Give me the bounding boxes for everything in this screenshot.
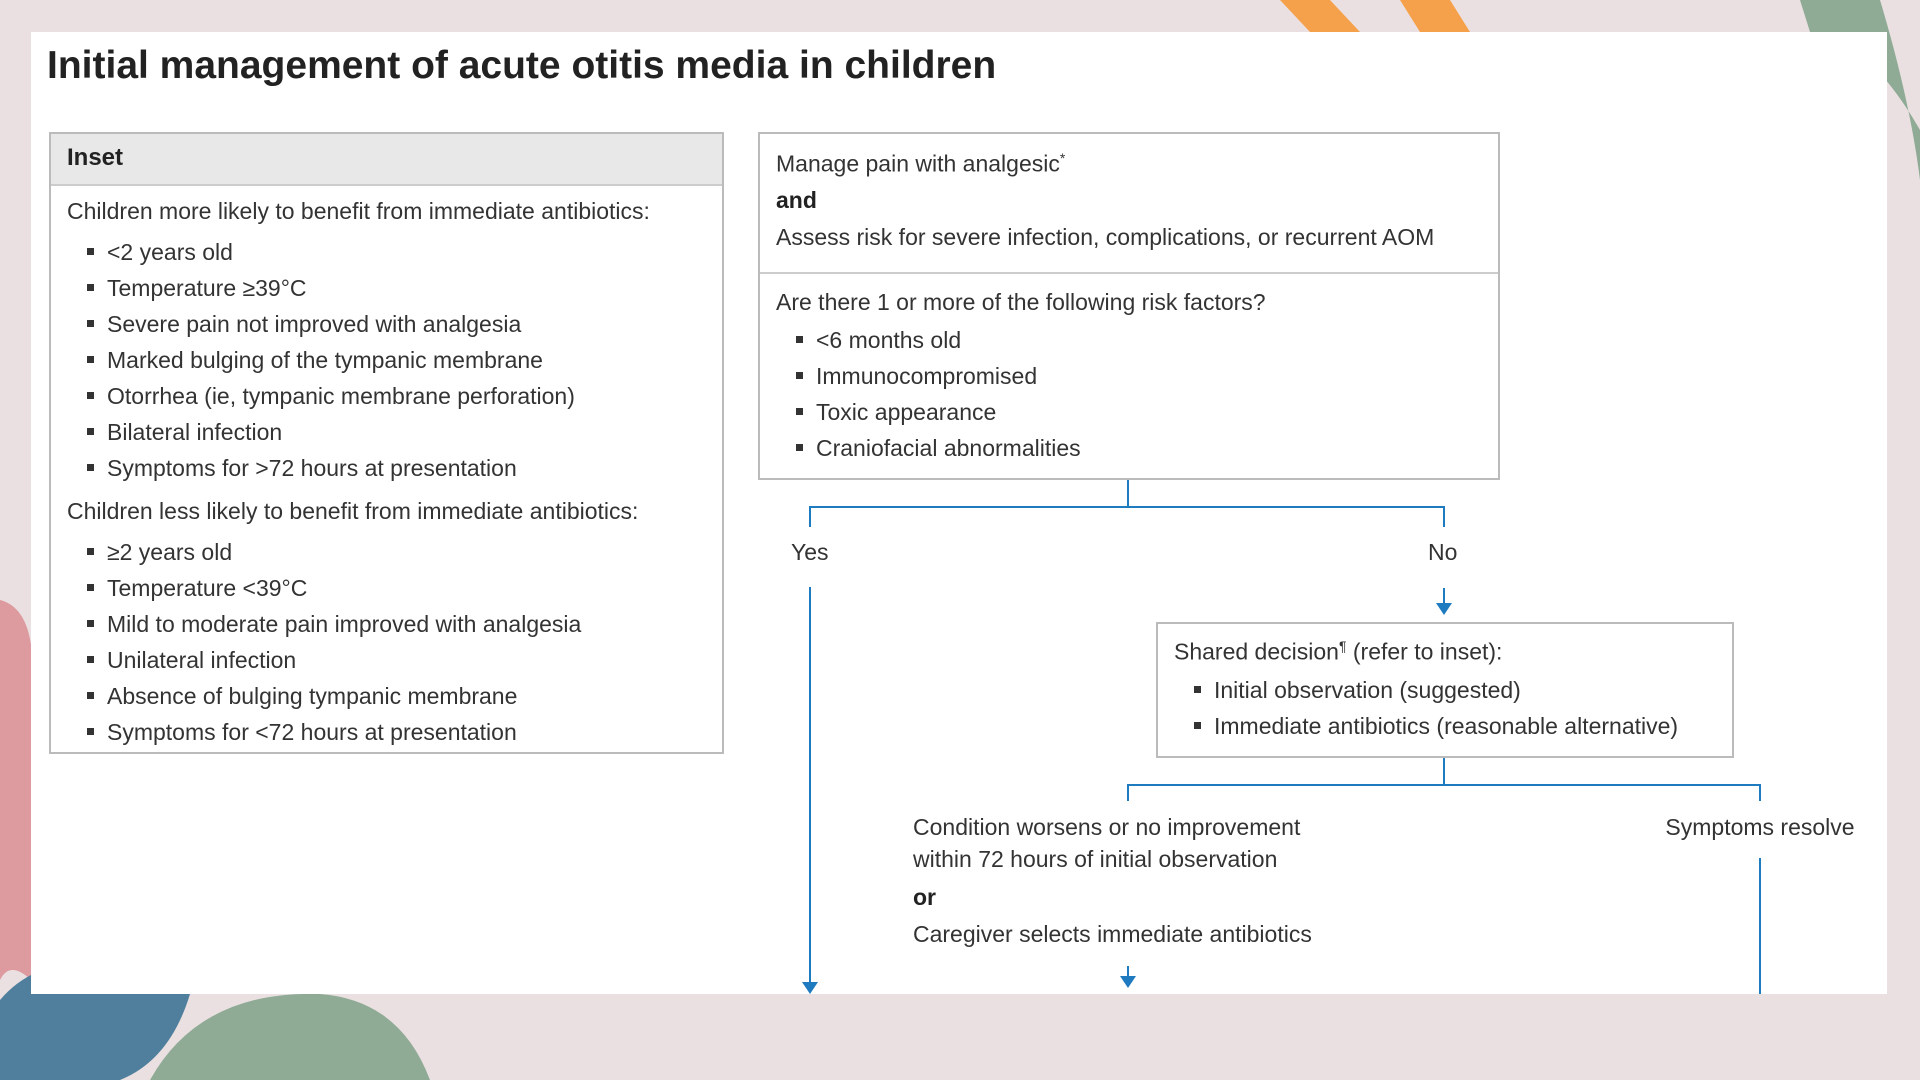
- list-item: Immediate antibiotics (reasonable alternative): [1194, 708, 1678, 744]
- connector: [1127, 784, 1761, 786]
- resolve-line: [1759, 858, 1761, 994]
- start-box: [758, 132, 1500, 480]
- inset-header: Inset: [51, 134, 722, 186]
- list-item: Bilateral infection: [87, 414, 575, 450]
- list-item: Mild to moderate pain improved with analgesia: [87, 606, 581, 642]
- shared-options-list: [1194, 672, 1678, 744]
- list-item: Marked bulging of the tympanic membrane: [87, 342, 575, 378]
- list-item: Toxic appearance: [796, 394, 1081, 430]
- list-item: Temperature <39°C: [87, 570, 581, 606]
- arrow-down-icon: [802, 982, 818, 994]
- manage-pain-label: Manage pain with analgesic: [776, 150, 1060, 177]
- caregiver-text: Caregiver selects immediate antibiotics: [913, 921, 1312, 947]
- shared-decision-box: [1156, 622, 1734, 758]
- list-item: Immunocompromised: [796, 358, 1081, 394]
- worsens-text-line2: within 72 hours of initial observation: [913, 846, 1278, 872]
- shared-decision-heading: [1174, 638, 1502, 666]
- list-item: Severe pain not improved with analgesia: [87, 306, 575, 342]
- risk-factor-list: [796, 322, 1081, 466]
- more-likely-heading: Children more likely to benefit from immediate antibiotics:: [67, 198, 650, 224]
- yes-label: Yes: [791, 539, 829, 565]
- list-item: ≥2 years old: [87, 534, 581, 570]
- connector: [1443, 758, 1445, 786]
- refer-to-inset-label: (refer to inset):: [1346, 638, 1503, 665]
- list-item: Temperature ≥39°C: [87, 270, 575, 306]
- slide-panel: [31, 32, 1887, 994]
- list-item: Craniofacial abnormalities: [796, 430, 1081, 466]
- list-item: <2 years old: [87, 234, 575, 270]
- orange-stripe: [1400, 0, 1470, 32]
- connector: [1127, 784, 1129, 801]
- inset-box: [49, 132, 724, 754]
- manage-pain-text: [776, 150, 1065, 178]
- arrow-down-icon: [1436, 603, 1452, 615]
- orange-stripe: [1280, 0, 1360, 32]
- connector: [809, 506, 1445, 508]
- list-item: <6 months old: [796, 322, 1081, 358]
- yes-arrow-line: [809, 587, 811, 987]
- or-label: or: [913, 884, 936, 910]
- list-item: Initial observation (suggested): [1194, 672, 1678, 708]
- arrow-down-icon: [1120, 976, 1136, 988]
- assess-risk-text: Assess risk for severe infection, complications, or recurrent AOM: [776, 224, 1435, 250]
- less-likely-heading: Children less likely to benefit from immediate antibiotics:: [67, 498, 639, 524]
- and-label: and: [776, 187, 817, 213]
- shared-decision-label: Shared decision: [1174, 638, 1339, 665]
- more-likely-list: [87, 234, 575, 486]
- connector: [1127, 480, 1129, 507]
- connector: [1443, 506, 1445, 527]
- list-item: Symptoms for >72 hours at presentation: [87, 450, 575, 486]
- less-likely-list: [87, 534, 581, 750]
- footnote-mark: *: [1059, 150, 1066, 166]
- footnote-mark: ¶: [1338, 638, 1347, 654]
- worsens-text-line1: Condition worsens or no improvement: [913, 814, 1301, 840]
- list-item: Unilateral infection: [87, 642, 581, 678]
- symptoms-resolve-label: Symptoms resolve: [1665, 814, 1855, 840]
- list-item: Otorrhea (ie, tympanic membrane perforation): [87, 378, 575, 414]
- list-item: Symptoms for <72 hours at presentation: [87, 714, 581, 750]
- connector: [809, 506, 811, 527]
- no-label: No: [1428, 539, 1458, 565]
- green-blob-bottom: [150, 994, 430, 1080]
- risk-question: Are there 1 or more of the following risk factors?: [776, 289, 1266, 315]
- pink-shape-left: [0, 600, 33, 980]
- list-item: Absence of bulging tympanic membrane: [87, 678, 581, 714]
- connector: [1759, 784, 1761, 801]
- page-title: Initial management of acute otitis media in children: [47, 44, 997, 87]
- divider: [760, 272, 1498, 274]
